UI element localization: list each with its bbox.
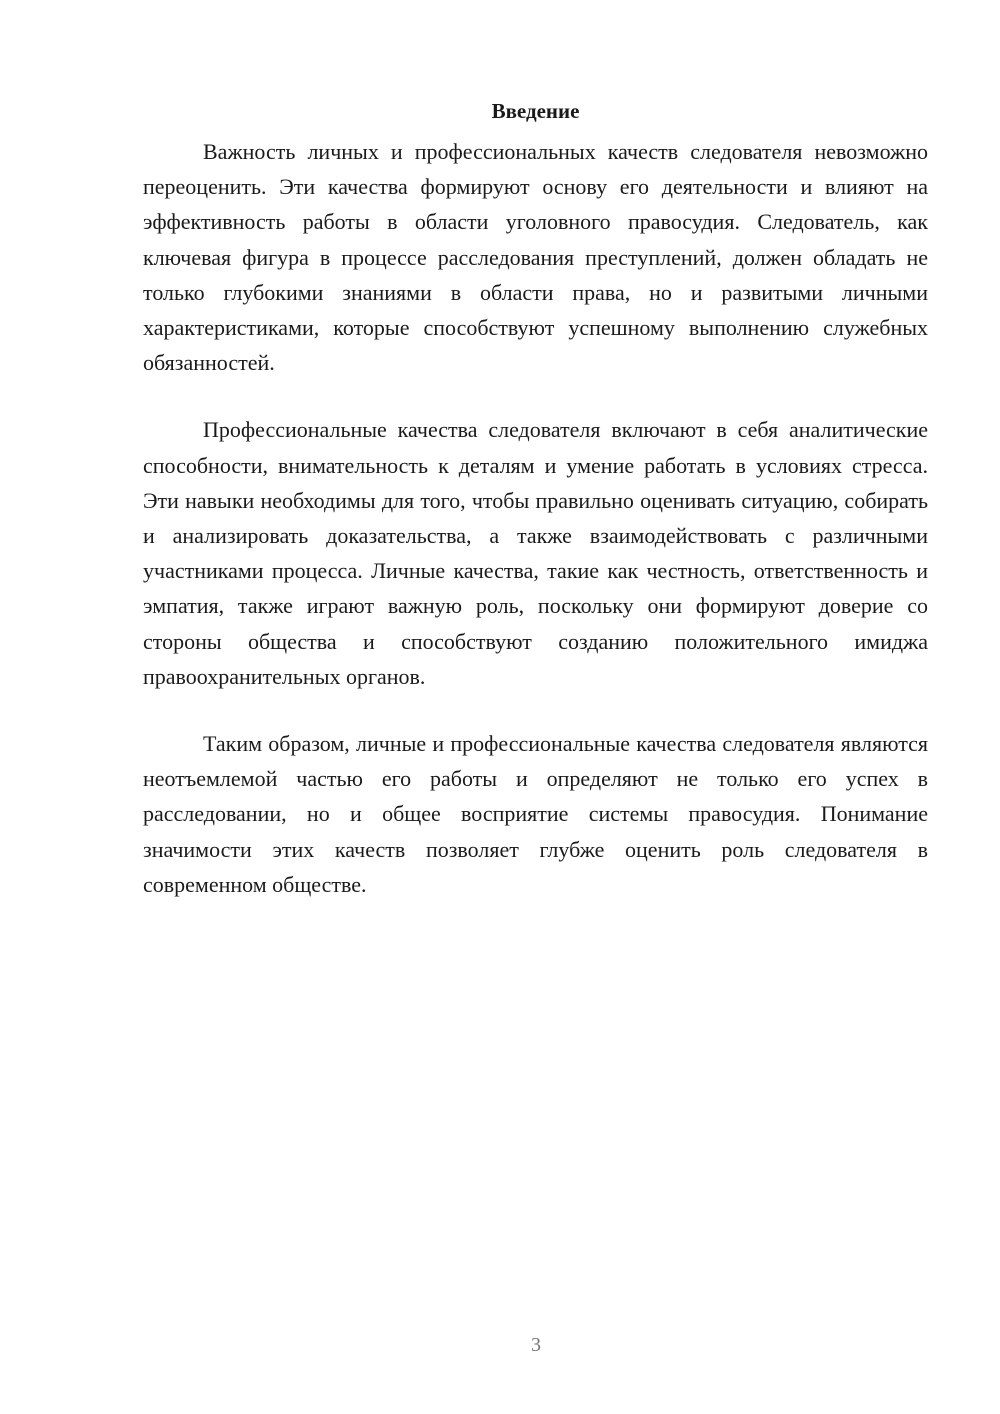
- document-page: [143, 96, 928, 902]
- paragraph-1: Важность личных и профессиональных качеств следователя невозможно переоценить. Эти качества формируют основу его деятельности и влияют на эффективность работы в области уголовного правосудия. Следователь, как ключевая фигура в процессе расследования преступлений, должен обладать не только глубокими знаниями в области права, но и развитыми личными характеристиками, которые способствуют успешному выполнению служебных обязанностей.: [143, 139, 928, 376]
- paragraph-3: Таким образом, личные и профессиональные качества следователя являются неотъемлемой частью его работы и определяют не только его успех в расследовании, но и общее восприятие системы правосудия. Понимание значимости этих качеств позволяет глубже оценить роль следователя в современном обществе.: [143, 731, 928, 897]
- paragraph-2: Профессиональные качества следователя включают в себя аналитические способности, внимательность к деталям и умение работать в условиях стресса. Эти навыки необходимы для того, чтобы правильно оценивать ситуацию, собирать и анализировать доказательства, а также взаимодействовать с различными участниками процесса. Личные качества, такие как честность, ответственность и эмпатия, также играют важную роль, поскольку они формируют доверие со стороны общества и способствуют созданию положительного имиджа правоохранительных органов.: [143, 417, 928, 689]
- page-number: 3: [531, 1334, 541, 1356]
- section-heading: Введение: [491, 99, 580, 123]
